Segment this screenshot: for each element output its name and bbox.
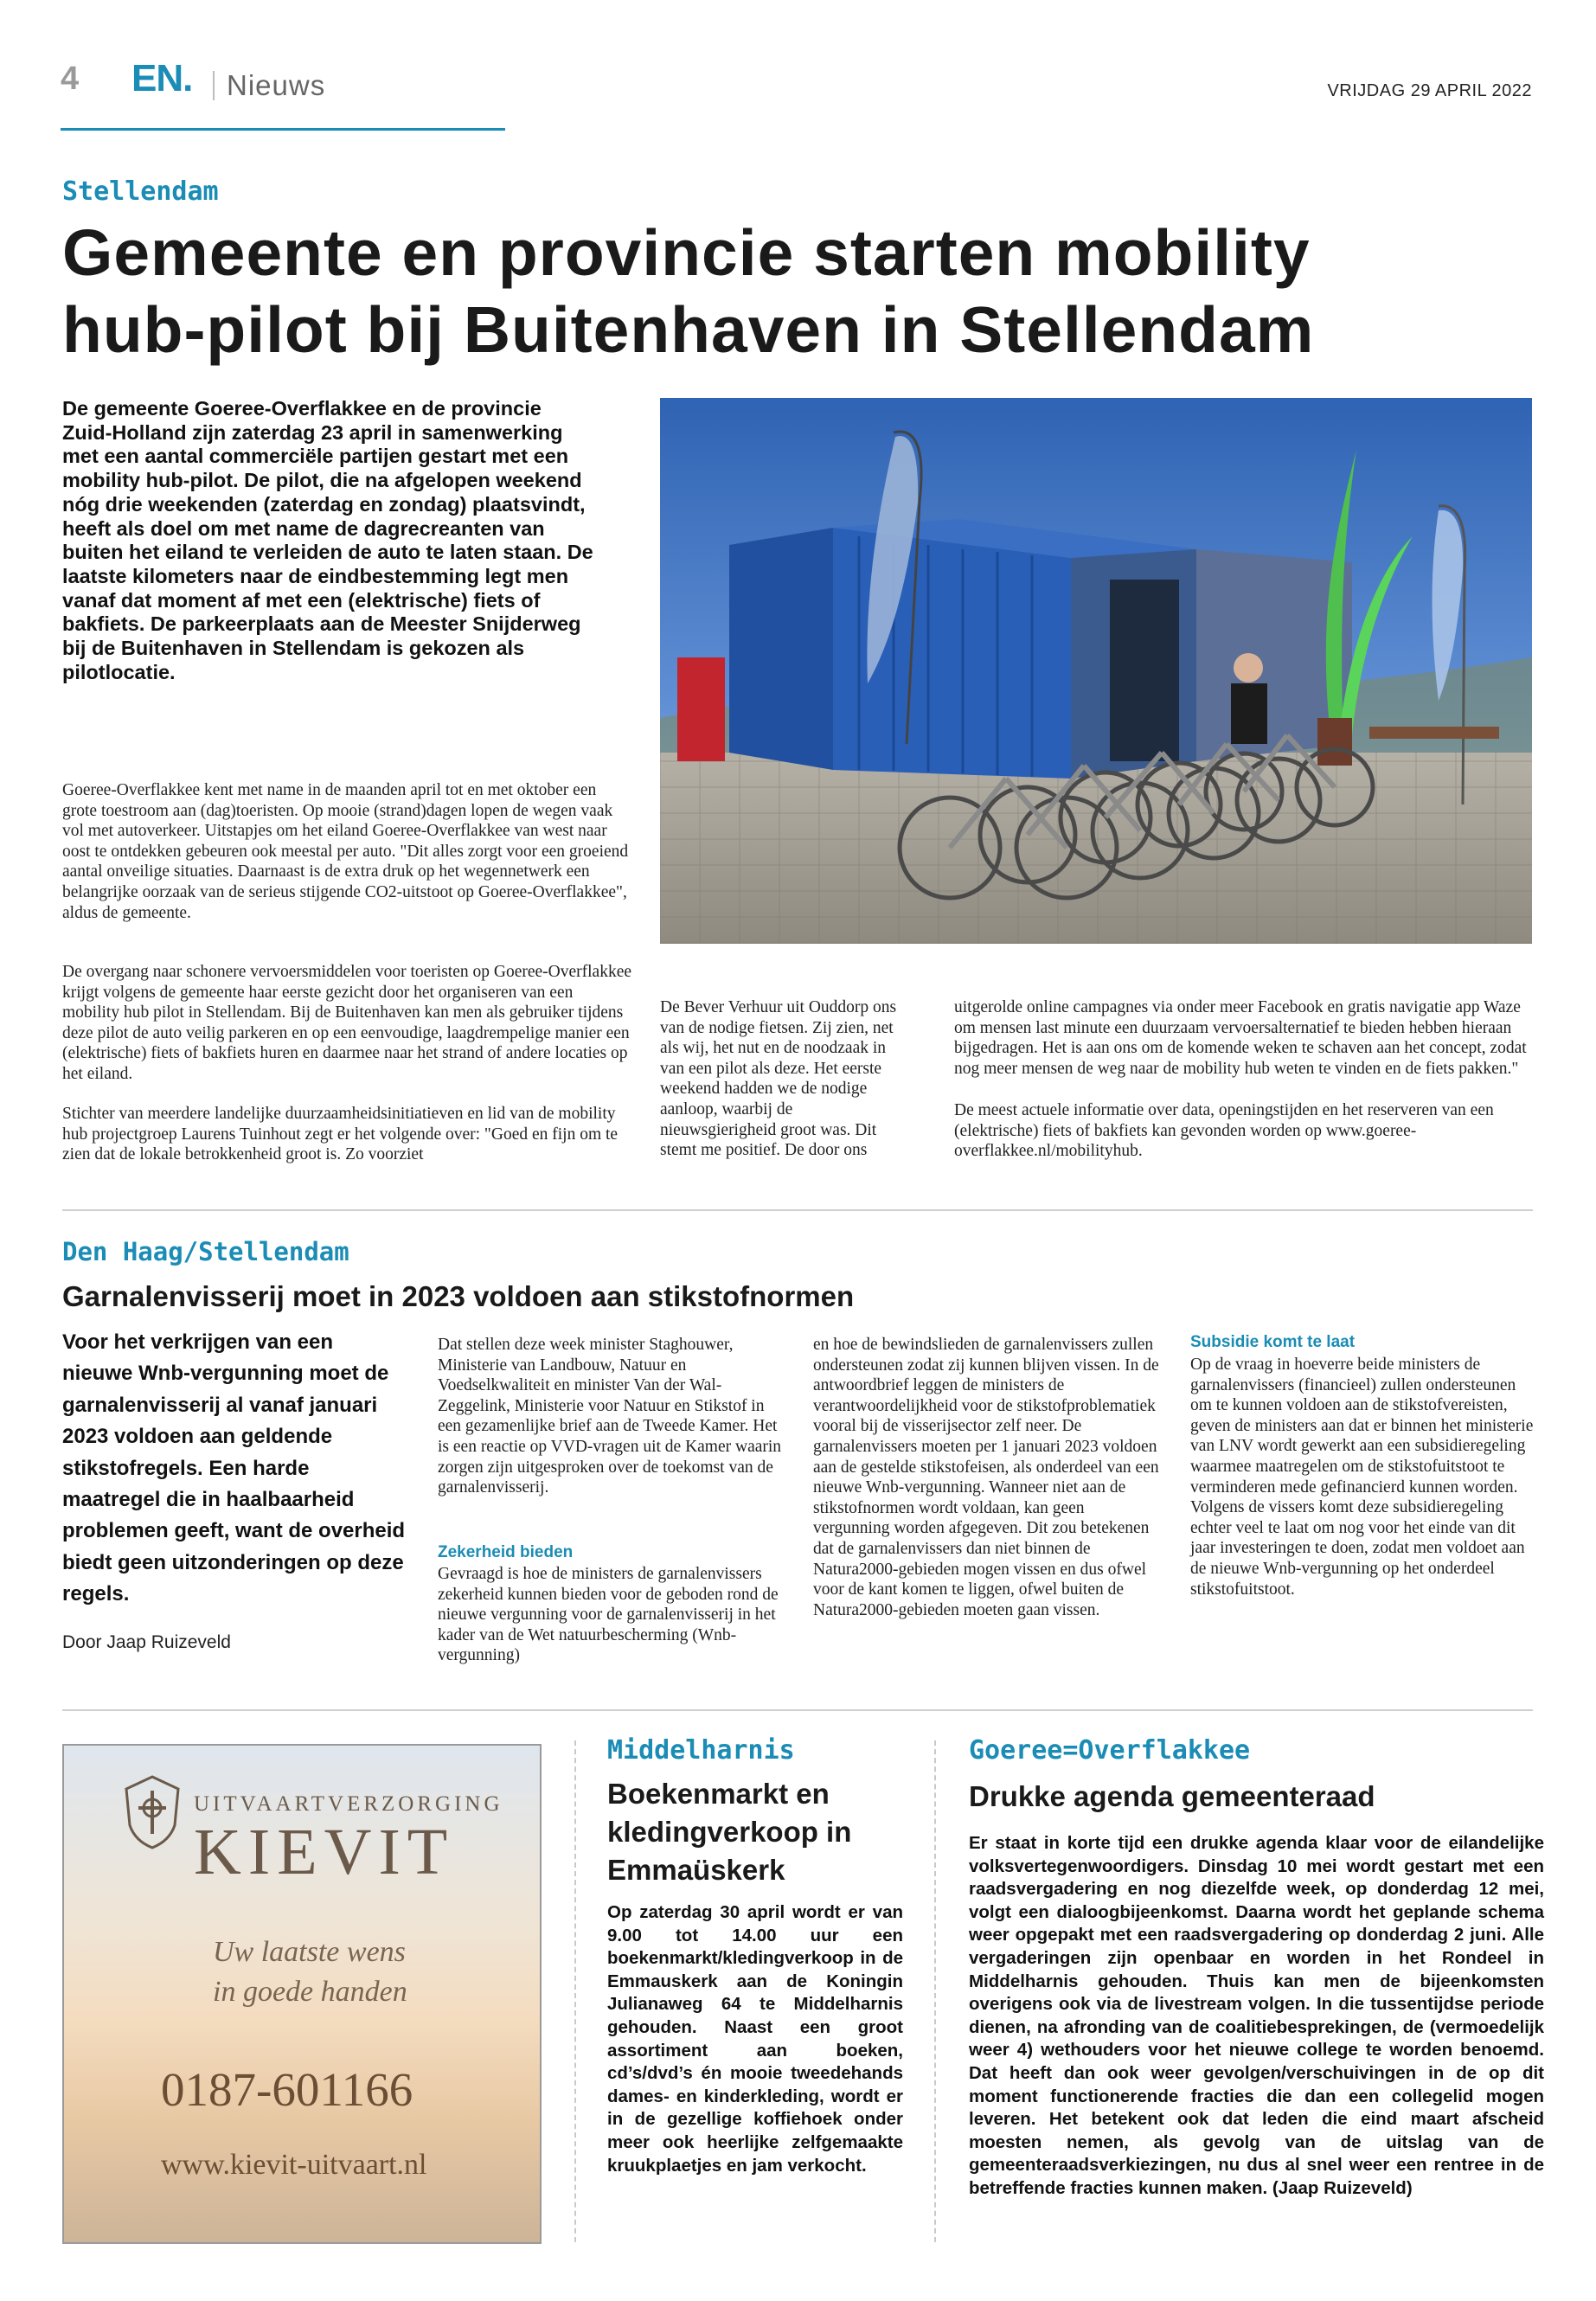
article3-headline <box>607 1775 901 1889</box>
issue-date: VRIJDAG 29 APRIL 2022 <box>1327 81 1532 100</box>
article1-headline-line2: hub-pilot bij Buitenhaven in Stellendam <box>62 293 1315 366</box>
article3-body: Op zaterdag 30 april wordt er van 9.00 tot 14.00 uur een boekenmarkt/kledingverkoop in de Emmauskerk aan de Koningin Julianaweg 64 te Middelharnis gehouden. Naast een groot assortiment aan boeken, cd’s/dvd’s én mooie tweedehands dames- en kinderkleding, wordt er in de gezellige koffiehoek onder meer ook heerlijke zelfgemaakte kruukplaetjes en jam verkocht. <box>607 1902 903 2176</box>
article1-body-col2: De Bever Verhuur uit Ouddorp ons van de nodige fietsen. Zij zien, net als wij, het nut en de noodzaak in van een pilot als deze. Het eerste weekend hadden we de nodige aanloop, waarbij de nieuwsgierigheid groot was. Dit stemt me positief. De door ons <box>660 998 897 1160</box>
article4-headline: Drukke agenda gemeenteraad <box>969 1780 1375 1812</box>
article2-col4: Op de vraag in hoeverre beide ministers de garnalenvissers (financieel) zullen ondersteunen om te kunnen voldoen aan de stikstofvereisten, geven de ministers aan dat er binnen het ministerie van LNV wordt gewerkt aan een subsidieregeling waarmee maatregelen om de stikstofuitstoot te verminderen mede gefinancierd kunnen worden. Volgens de vissers komt deze subsidieregeling echter veel te laat om nog voor het einde van dit jaar investeringen te doen, zodat men voldoet aan de nieuwe Wnb-vergunning op het onderdeel stikstofuitstoot. <box>1190 1356 1534 1599</box>
article1-kicker: Stellendam <box>62 176 219 207</box>
column-divider-1 <box>574 1740 576 2242</box>
article3-headline-line2: kledingverkoop in <box>607 1816 852 1848</box>
article4-kicker: Goeree=Overflakkee <box>969 1735 1251 1766</box>
section-divider-1 <box>62 1209 1533 1211</box>
article4-body: Er staat in korte tijd een drukke agenda klaar voor de eilandelijke volksvertegenwoordigers. Dinsdag 10 mei wordt gestart met een raadsvergadering en nog diezelfde week, op donderdag 12 mei, volgt een dialoogbijeenkomst. Daarna wordt het geplande schema weer opgepakt met een raadsvergadering op donderdag 2 juni. Alle vergaderingen zijn openbaar en worden in het Rondeel in Middelharnis gehouden. Thuis kan men de bijeenkomsten overigens ook via de livestream volgen. In die tussentijdse periode dienen, na afronding van de coalitiebesprekingen, de (vermoedelijk weer 4) wethouders voor het nieuwe college te worden benoemd. Dat heeft dan ook weer gevolgen/verschuivingen in de op dit moment functionerende fracties die dan een collegelid mogen leveren. Het betekent ook dat leden die eind maart afscheid moesten nemen, als gevolg van de uitslag van de gemeenteraadsverkiezingen, nu dus al snel weer een rentree in de betreffende fracties kunnen maken. (Jaap Ruizeveld) <box>969 1833 1544 2198</box>
article1-body-p1: Goeree-Overflakkee kent met name in de maanden april tot en met oktober een grote toestroom aan (dag)toeristen. Op mooie (strand)dagen lopen de wegen vaak vol met autoverkeer. Uitstapjes om het eiland Goeree-Overflakkee van west naar oost te ontdekken gebeuren ook meestal per auto. "Dit alles zorgt voor een groeiend aantal onveilige situaties. Daarnaast is de extra druk op het wegennetwerk een belangrijke oorzaak van de serieus stijgende CO2-uitstoot op Goeree-Overflakkee", aldus de gemeente. <box>62 781 629 922</box>
en-logo: EN. <box>131 57 193 99</box>
section-divider-2 <box>62 1709 1533 1711</box>
article1-body-p2: De overgang naar schonere vervoersmiddelen voor toeristen op Goeree-Overflakkee krijgt volgens de gemeente haar eerste gezicht door het organiseren van een mobility hub pilot in Stellendam. Bij de Buitenhaven kan men als gebruiker tijdens deze pilot de auto veilig parkeren en op een eenvoudige, laagdrempelige manier een (elektrische) fiets of bakfiets huren en daarmee naar het strand of andere locaties op het eiland. <box>62 963 632 1083</box>
article1-body-p3: Stichter van meerdere landelijke duurzaamheidsinitiatieven en lid van de mobility hub projectgroep Laurens Tuinhout zegt er het volgende over: "Goed en fijn om te zien dat de lokale betrokkenheid groot is. Zo voorziet <box>62 1105 619 1164</box>
kievit-phone: 0187-601166 <box>161 2063 413 2116</box>
page-number: 4 <box>61 61 80 97</box>
kievit-advertisement <box>62 1744 542 2244</box>
article1-photo <box>660 398 1532 944</box>
article3-headline-line1: Boekenmarkt en <box>607 1778 830 1810</box>
article2-col2-p2: Gevraagd is hoe de ministers de garnalenvissers zekerheid kunnen bieden voor de geboden rond de nieuwe vergunning voor de garnalenvisserij in het kader van de Wet natuurbescherming (Wnb-vergunning) <box>438 1565 779 1665</box>
masthead-underline <box>61 128 505 131</box>
article2-subhead-zekerheid: Zekerheid bieden <box>438 1543 574 1561</box>
column-divider-2 <box>934 1740 936 2242</box>
kievit-crest-icon <box>118 1773 187 1851</box>
masthead-divider <box>213 71 215 100</box>
kievit-name: KIEVIT <box>194 1816 455 1888</box>
kievit-slogan-line1: Uw laatste wens <box>213 1936 406 1968</box>
article1-lead: De gemeente Goeree-Overflakkee en de provincie Zuid-Holland zijn zaterdag 23 april in samenwerking met een aantal commerciële partijen gestart met een mobility hub-pilot. De pilot, die na afgelopen weekend nóg drie weekenden (zaterdag en zondag) plaatsvindt, heeft als doel om met name de dagrecreanten van buiten het eiland te verleiden de auto te laten staan. De laatste kilometers naar de eindbestemming legt men vanaf dat moment af met een (elektrische) fiets of bakfiets. De parkeerplaats aan de Meester Snijderweg bij de Buitenhaven in Stellendam is gekozen als pilotlocatie. <box>62 397 593 683</box>
article2-headline: Garnalenvisserij moet in 2023 voldoen aan stikstofnormen <box>62 1280 855 1312</box>
article1-headline <box>62 215 1550 369</box>
article2-col2-p1: Dat stellen deze week minister Staghouwer, Ministerie van Landbouw, Natuur en Voedselkwaliteit en minister Van der Wal-Zeggelink, Ministerie voor Natuur en Stikstof in een gezamenlijke brief aan de Tweede Kamer. Het is een reactie op VVD-vragen uit de Kamer waarin zorgen zijn uitgesproken over de toekomst van de garnalenvisserij. <box>438 1336 782 1497</box>
kievit-url: www.kievit-uitvaart.nl <box>161 2149 427 2181</box>
kievit-slogan-line2: in goede handen <box>213 1976 407 2008</box>
article3-kicker: Middelharnis <box>607 1735 795 1766</box>
article2-col3: en hoe de bewindslieden de garnalenvissers zullen ondersteunen zodat zij kunnen blijven vissen. In de antwoordbrief leggen de ministers de verantwoordelijkheid voor de stikstofproblematiek vooral bij de visserijsector zelf neer. De garnalenvissers moeten per 1 januari 2023 voldoen aan de gestelde stikstofeisen, als onderdeel van een nieuwe Wnb-vergunning. Wanneer niet aan de stikstofnormen wordt voldaan, kan geen vergunning worden afgegeven. Dit zou betekenen dat de garnalenvissers dan niet binnen de Natura2000-gebieden mogen vissen en dus ofwel voor de kant komen te liggen, ofwel buiten de Natura2000-gebieden moeten gaan vissen. <box>813 1336 1159 1619</box>
article2-kicker: Den Haag/Stellendam <box>62 1237 349 1266</box>
article1-body-col3-p2: De meest actuele informatie over data, openingstijden en het reserveren van een (elektrische) fiets of bakfiets kan gevonden worden op www.goeree-overflakkee.nl/mobilityhub. <box>954 1101 1494 1161</box>
article2-lead: Voor het verkrijgen van een nieuwe Wnb-vergunning moet de garnalenvisserij al vanaf januari 2023 voldoen aan geldende stikstofregels. Een harde maatregel die in haalbaarheid problemen geeft, want de overheid biedt geen uitzonderingen op deze regels. <box>62 1330 406 1606</box>
article3-headline-line3: Emmaüskerk <box>607 1854 785 1886</box>
article1-body-col3-p1: uitgerolde online campagnes via onder meer Facebook en gratis navigatie app Waze om mensen last minute een duurzaam vervoersalternatief te bieden hebben hieraan bijgedragen. Het is aan ons om de komende weken te schaven aan het concept, zodat nog meer mensen de weg naar de mobility hub weten te vinden en de fiets pakken." <box>954 998 1527 1078</box>
mobility-hub-photo <box>660 398 1532 944</box>
kievit-subtitle: UITVAARTVERZORGING <box>194 1792 503 1816</box>
article2-subhead-subsidie: Subsidie komt te laat <box>1190 1333 1356 1351</box>
section-label: Nieuws <box>227 69 326 101</box>
article2-byline: Door Jaap Ruizeveld <box>62 1632 231 1652</box>
article1-headline-line1: Gemeente en provincie starten mobility <box>62 216 1311 289</box>
